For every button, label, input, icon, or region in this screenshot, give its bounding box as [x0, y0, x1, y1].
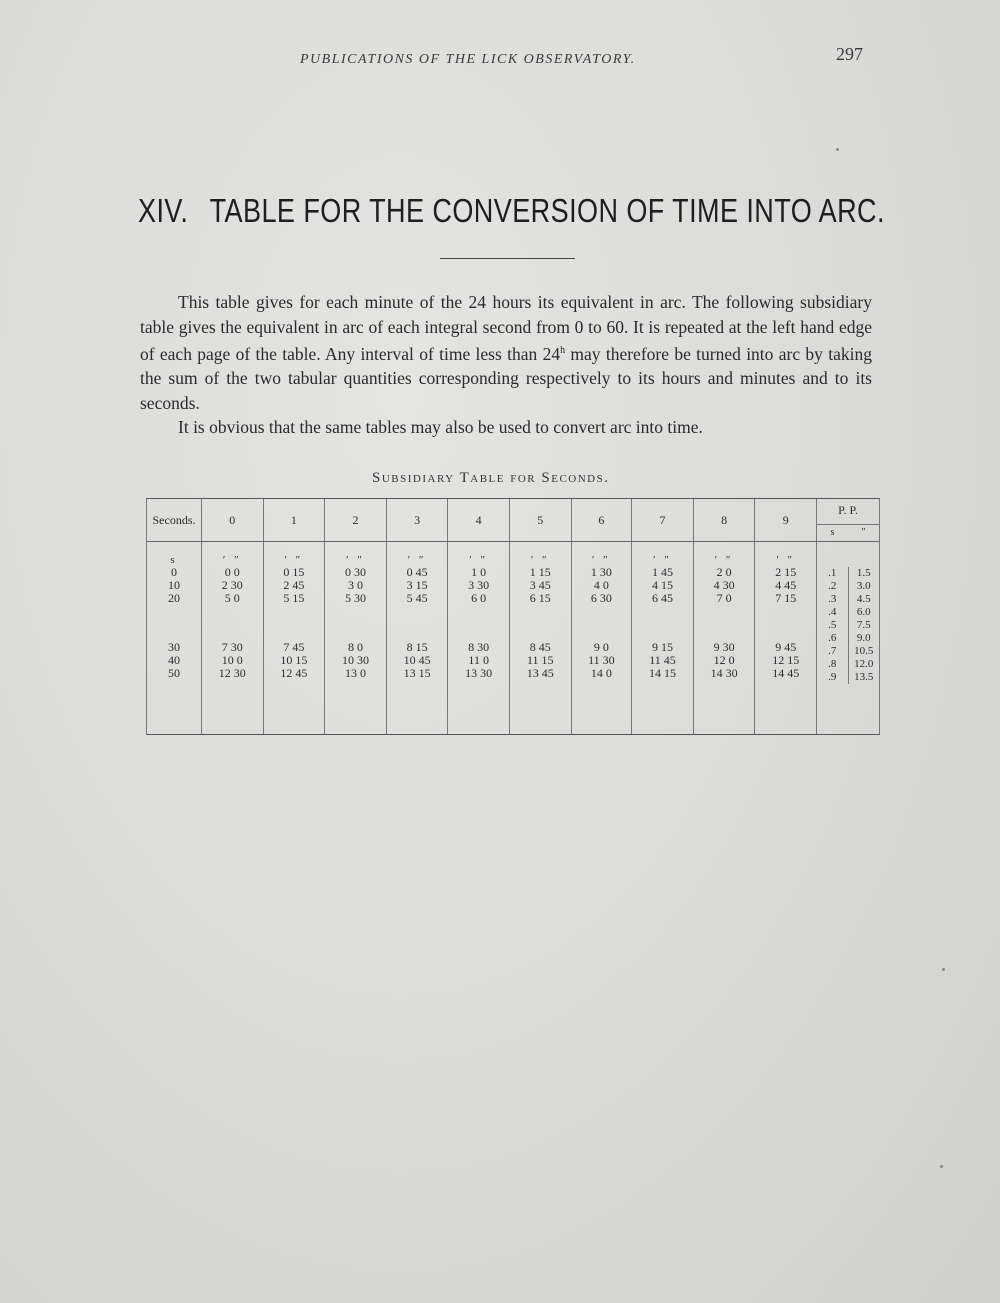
seconds-table [147, 499, 879, 734]
table-cell: 10 0 [221, 653, 243, 667]
table-cell: 11 0 [468, 653, 489, 667]
arc-units: ′ ″ [776, 554, 796, 566]
pp-seconds-value: .4 [828, 606, 837, 618]
table-cell: 2 15 [775, 565, 797, 579]
pp-seconds-value: .9 [828, 671, 837, 683]
table-cell: 3 15 [406, 578, 428, 592]
table-cell: 6 15 [529, 591, 551, 605]
column-header: 4 [448, 499, 510, 542]
table-cell: 1 45 [651, 565, 673, 579]
table-cell: 1 30 [590, 565, 612, 579]
table-cell: 3 0 [347, 578, 363, 592]
table-cell: 2 45 [283, 578, 305, 592]
chapter-title-text: TABLE FOR THE CONVERSION OF TIME INTO ARC. [209, 192, 885, 229]
table-cell: 8 45 [529, 640, 551, 654]
arc-units: ′ ″ [530, 554, 550, 566]
pp-seconds-value: .7 [828, 645, 837, 657]
table-cell: 1 0 [471, 565, 487, 579]
table-cell: 12 0 [713, 653, 735, 667]
table-cell: 14 0 [590, 666, 612, 680]
table-cell: 11 30 [588, 653, 615, 667]
table-cell: 5 30 [344, 591, 366, 605]
column-header: 1 [263, 499, 325, 542]
intro-paragraph-2: It is obvious that the same tables may also be used to convert arc into time. [178, 417, 703, 438]
column-header: 7 [632, 499, 694, 542]
arc-units: ′ ″ [284, 554, 304, 566]
value-column [632, 542, 694, 735]
chapter-number: XIV. [138, 192, 189, 229]
table-cell: 11 45 [649, 653, 676, 667]
table-cell: 14 15 [648, 666, 676, 680]
table-cell: 3 30 [468, 578, 490, 592]
value-column [263, 542, 325, 735]
table-cell: 9 0 [593, 640, 609, 654]
arc-units: ′ ″ [407, 554, 427, 566]
table-cell: 14 30 [710, 666, 738, 680]
table-cell: 12 45 [280, 666, 308, 680]
intro-text [140, 290, 872, 440]
pp-arc-value: 6.0 [856, 606, 871, 618]
table-cell: 0 45 [406, 565, 428, 579]
arc-units: ′ ″ [222, 554, 242, 566]
column-header: 5 [509, 499, 571, 542]
seconds-label: 0 [171, 565, 177, 579]
arc-units: ′ ″ [346, 554, 365, 566]
intro-p1-part-b: may therefore be turned into arc by taking the sum of the two tabular quantities corresponding respectively to its hours and minutes and to its seconds. [140, 343, 872, 413]
pp-arc-value: 12.0 [854, 658, 874, 670]
arc-units: ′ ″ [653, 554, 672, 566]
table-cell: 10 30 [341, 653, 369, 667]
table-cell: 2 0 [716, 565, 732, 579]
seconds-label: 30 [168, 640, 180, 654]
value-column [386, 542, 448, 735]
subsidiary-table [146, 498, 880, 735]
table-cell: 11 15 [526, 653, 554, 667]
value-column [755, 542, 817, 735]
page-number: 297 [836, 44, 863, 64]
column-header: 2 [325, 499, 387, 542]
table-cell: 0 15 [283, 565, 305, 579]
value-column [325, 542, 387, 735]
pp-seconds-value: .6 [828, 632, 837, 644]
table-cell: 4 0 [593, 578, 609, 592]
table-cell: 13 30 [465, 666, 493, 680]
table-cell: 12 30 [218, 666, 246, 680]
seconds-header: Seconds. [147, 499, 202, 542]
pp-seconds-value: .8 [828, 658, 837, 670]
paper-speck [836, 148, 839, 151]
paper-speck [940, 1165, 943, 1168]
table-cell: 6 0 [471, 591, 487, 605]
seconds-unit: s [170, 554, 178, 566]
table-cell: 14 45 [772, 666, 800, 680]
value-column [509, 542, 571, 735]
seconds-label: 50 [168, 666, 180, 680]
table-cell: 4 15 [651, 578, 673, 592]
pp-seconds-value: .2 [828, 580, 837, 592]
table-cell: 8 30 [468, 640, 490, 654]
arc-units: ′ ″ [714, 554, 734, 566]
pp-arc-value: 7.5 [856, 619, 871, 631]
table-cell: 1 15 [529, 565, 551, 579]
table-cell: 0 0 [224, 565, 240, 579]
pp-header [817, 499, 880, 542]
table-cell: 4 30 [713, 578, 735, 592]
table-cell: 6 45 [651, 591, 673, 605]
value-column [448, 542, 510, 735]
column-header: 6 [571, 499, 632, 542]
table-cell: 7 30 [221, 640, 243, 654]
table-cell: 5 0 [224, 591, 240, 605]
intro-p1-part-a: This table gives for each minute of the 24 hours its equivalent in arc. The following subsidiary table gives the equivalent in arc of each integral second from 0 to 60. It is repeated at the left hand edge of each page of the table. Any interval of time less than 24 [140, 292, 872, 364]
pp-sub-arc: ″ [861, 526, 866, 538]
value-column [202, 542, 264, 735]
seconds-label: 40 [168, 653, 180, 667]
arc-units: ′ ″ [592, 554, 611, 566]
table-cell: 3 45 [529, 578, 551, 592]
table-cell: 7 0 [716, 591, 732, 605]
table-cell: 6 30 [590, 591, 612, 605]
column-header: 0 [202, 499, 264, 542]
seconds-label: 20 [168, 591, 180, 605]
table-cell: 7 15 [775, 591, 797, 605]
pp-arc-value: 4.5 [856, 593, 871, 605]
intro-paragraph-1 [140, 290, 872, 415]
title-rule [440, 258, 575, 259]
column-header: 3 [386, 499, 448, 542]
table-cell: 10 45 [403, 653, 431, 667]
pp-seconds-value: .1 [828, 567, 837, 579]
value-column [693, 542, 755, 735]
table-cell: 9 45 [775, 640, 797, 654]
column-header: 9 [755, 499, 817, 542]
intro-p1-superscript: h [560, 345, 566, 356]
table-cell: 0 30 [344, 565, 366, 579]
table-cell: 7 45 [283, 640, 305, 654]
table-header-row [147, 499, 879, 542]
pp-arc-value: 9.0 [856, 632, 871, 644]
seconds-bottom-block [147, 641, 201, 680]
table-cell: 8 15 [406, 640, 428, 654]
chapter-title [138, 192, 885, 230]
seconds-top-block [147, 566, 201, 605]
pp-seconds-value: .3 [828, 593, 837, 605]
table-cell: 13 45 [526, 666, 554, 680]
table-cell: 12 15 [772, 653, 800, 667]
table-cell: 13 0 [344, 666, 366, 680]
table-cell: 10 15 [280, 653, 308, 667]
table-cell: 8 0 [347, 640, 363, 654]
pp-sub-seconds: s [830, 526, 835, 538]
table-cell: 2 30 [221, 578, 243, 592]
table-cell: 9 30 [713, 640, 735, 654]
pp-arc-value: 10.5 [854, 645, 874, 657]
table-cell: 5 45 [406, 591, 428, 605]
table-cell: 4 45 [775, 578, 797, 592]
pp-arc-value: 13.5 [854, 671, 874, 683]
paper-speck [942, 968, 945, 971]
table-caption: Subsidiary Table for Seconds. [372, 470, 610, 486]
table-cell: 13 15 [403, 666, 431, 680]
arc-units: ′ ″ [469, 554, 489, 566]
value-column [571, 542, 632, 735]
column-header: 8 [693, 499, 755, 542]
pp-seconds-value: .5 [828, 619, 837, 631]
table-body-row [147, 542, 879, 735]
table-cell: 9 15 [651, 640, 673, 654]
seconds-label: 10 [168, 578, 180, 592]
pp-column [817, 542, 880, 735]
pp-arc-value: 3.0 [856, 580, 871, 592]
running-head: PUBLICATIONS OF THE LICK OBSERVATORY. [300, 52, 636, 67]
seconds-column [147, 542, 202, 735]
table-cell: 5 15 [283, 591, 305, 605]
pp-title: P. P. [838, 502, 858, 517]
pp-arc-value: 1.5 [856, 567, 871, 579]
